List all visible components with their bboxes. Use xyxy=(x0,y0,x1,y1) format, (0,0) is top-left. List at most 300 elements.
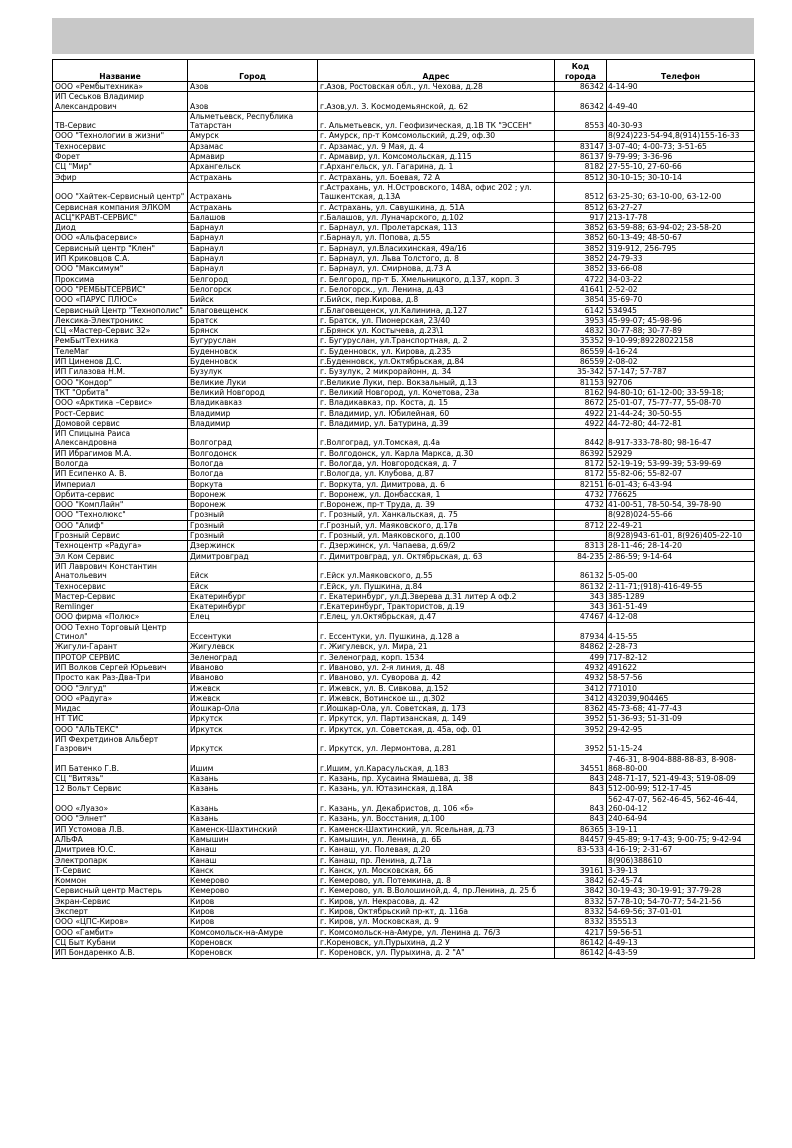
cell-name: ООО "Технологии в жизни" xyxy=(53,131,188,141)
cell-phone: 55-82-06; 55-82-07 xyxy=(607,469,755,479)
cell-phone: 9-10-99;89228022158 xyxy=(607,336,755,346)
cell-phone: 9-45-89; 9-17-43; 9-00-75; 9-42-94 xyxy=(607,834,755,844)
cell-city: Ейск xyxy=(188,561,318,581)
cell-city-code: 47467 xyxy=(555,612,607,622)
cell-address: г.Йошкар-Ола, ул. Советская, д. 173 xyxy=(318,704,555,714)
table-row xyxy=(53,642,755,652)
cell-city: Владимир xyxy=(188,418,318,428)
cell-name: ООО «ПАРУС ПЛЮС» xyxy=(53,295,188,305)
cell-address: г. Вологда, ул. Новгородская, д. 7 xyxy=(318,458,555,468)
cell-city-code: 86137 xyxy=(555,152,607,162)
cell-city: Барнаул xyxy=(188,243,318,253)
cell-phone: 29-42-95 xyxy=(607,724,755,734)
cell-city: Белгород xyxy=(188,274,318,284)
table-row xyxy=(53,937,755,947)
cell-phone: 4-43-59 xyxy=(607,948,755,958)
table-row xyxy=(53,418,755,428)
cell-name: ИП Батенко Г.В. xyxy=(53,754,188,774)
cell-phone: 45-99-07; 45-98-96 xyxy=(607,315,755,325)
cell-city: Комсомольск-на-Амуре xyxy=(188,927,318,937)
table-header-row xyxy=(53,60,755,82)
cell-city: Азов xyxy=(188,82,318,92)
cell-city-code: 8553 xyxy=(555,111,607,131)
cell-city: Вологда xyxy=(188,458,318,468)
cell-address: г. Дзержинск, ул. Чапаева, д.69/2 xyxy=(318,541,555,551)
table-row xyxy=(53,367,755,377)
cell-phone: 22-49-21 xyxy=(607,520,755,530)
cell-name: Электропарк xyxy=(53,855,188,865)
cell-city-code: 3842 xyxy=(555,886,607,896)
table-row xyxy=(53,774,755,784)
cell-phone: 52929 xyxy=(607,448,755,458)
cell-address: г.Волгоград, ул.Томская, д.4а xyxy=(318,429,555,449)
cell-city: Барнаул xyxy=(188,254,318,264)
cell-address: г. Казань, ул. Ютазинская, д.18А xyxy=(318,784,555,794)
cell-city: Иркутск xyxy=(188,735,318,755)
cell-name: Remlinger xyxy=(53,602,188,612)
cell-phone: 8-917-333-78-80; 98-16-47 xyxy=(607,429,755,449)
cell-city-code: 4922 xyxy=(555,408,607,418)
cell-city: Ижевск xyxy=(188,683,318,693)
table-row xyxy=(53,233,755,243)
cell-name: Техносервис xyxy=(53,581,188,591)
cell-name: Сервисная компания ЭЛКОМ xyxy=(53,202,188,212)
cell-city: Балашов xyxy=(188,212,318,222)
cell-city: Волгоград xyxy=(188,429,318,449)
cell-city: Воркута xyxy=(188,479,318,489)
cell-city-code: 3854 xyxy=(555,295,607,305)
cell-city-code: 86132 xyxy=(555,561,607,581)
table-row xyxy=(53,735,755,755)
cell-name: ООО «Альфасервис» xyxy=(53,233,188,243)
cell-name: Сервисный центр "Клен" xyxy=(53,243,188,253)
cell-name: Грозный Сервис xyxy=(53,531,188,541)
cell-city-code: 8332 xyxy=(555,917,607,927)
header-city-code: Код города xyxy=(555,60,607,82)
cell-address: г. Ессентуки, ул. Пушкина, д.128 а xyxy=(318,622,555,642)
table-row xyxy=(53,489,755,499)
cell-city-code: 917 xyxy=(555,212,607,222)
cell-city-code xyxy=(555,131,607,141)
cell-city: Астрахань xyxy=(188,182,318,202)
cell-address: г.Вологда, ул. Клубова, д.87 xyxy=(318,469,555,479)
cell-address: г.Елец, ул.Октябрьская, д.47 xyxy=(318,612,555,622)
cell-address: г. Киров, ул. Московская, д. 9 xyxy=(318,917,555,927)
cell-city-code: 4722 xyxy=(555,274,607,284)
cell-address: г. Буденновск, ул. Кирова, д.235 xyxy=(318,346,555,356)
cell-address: г. Барнаул, ул. Смирнова, д.73 А xyxy=(318,264,555,274)
cell-city: Каменск-Шахтинский xyxy=(188,824,318,834)
cell-address: г. Канаш, ул. Полевая, д.20 xyxy=(318,845,555,855)
table-row xyxy=(53,602,755,612)
cell-city-code: 86142 xyxy=(555,937,607,947)
table-row xyxy=(53,162,755,172)
cell-address: г.Буденновск, ул.Октябрьская, д.84 xyxy=(318,357,555,367)
cell-address: г. Иваново, ул. Суворова д. 42 xyxy=(318,673,555,683)
cell-phone: 51-36-93; 51-31-09 xyxy=(607,714,755,724)
cell-address: г. Барнаул, ул.Власихинская, 49а/16 xyxy=(318,243,555,253)
cell-name: ТелеМаг xyxy=(53,346,188,356)
table-row xyxy=(53,377,755,387)
cell-name: Форет xyxy=(53,152,188,162)
cell-city-code: 343 xyxy=(555,602,607,612)
cell-address: г. Владимир, ул. Батурина, д.39 xyxy=(318,418,555,428)
cell-city-code: 843 xyxy=(555,784,607,794)
cell-city-code: 34551 xyxy=(555,754,607,774)
table-row xyxy=(53,896,755,906)
table-row xyxy=(53,387,755,397)
cell-address: г.Ейск ул.Маяковского, д.55 xyxy=(318,561,555,581)
cell-name: Рост-Сервис xyxy=(53,408,188,418)
cell-address: г. Белогорск., ул. Ленина, д.43 xyxy=(318,284,555,294)
cell-city: Братск xyxy=(188,315,318,325)
cell-name: ООО "Элнет" xyxy=(53,814,188,824)
cell-name: ПРОТОР СЕРВИС xyxy=(53,652,188,662)
cell-phone: 4-49-40 xyxy=(607,92,755,112)
cell-phone: 717-82-12 xyxy=(607,652,755,662)
cell-name: Проксима xyxy=(53,274,188,284)
cell-phone: 63-25-30; 63-10-00, 63-12-00 xyxy=(607,182,755,202)
cell-address: г. Канаш, пр. Ленина, д.71а xyxy=(318,855,555,865)
cell-address: г. Казань, ул. Декабристов, д. 106 «б» xyxy=(318,794,555,814)
cell-address: г. Армавир, ул. Комсомольская, д.115 xyxy=(318,152,555,162)
cell-phone: 2-52-02 xyxy=(607,284,755,294)
cell-phone: 44-72-80; 44-72-81 xyxy=(607,418,755,428)
cell-address: г. Киров, ул. Некрасова, д. 42 xyxy=(318,896,555,906)
cell-city: Киров xyxy=(188,896,318,906)
cell-phone: 28-11-46; 28-14-20 xyxy=(607,541,755,551)
cell-city: Азов xyxy=(188,92,318,112)
table-row xyxy=(53,254,755,264)
cell-name: СЦ "Витязь" xyxy=(53,774,188,784)
cell-phone: 361-51-49 xyxy=(607,602,755,612)
cell-name: ИП Циненов Д.С. xyxy=(53,357,188,367)
cell-address: г. Киров, Октябрьский пр-кт, д. 116а xyxy=(318,907,555,917)
table-row xyxy=(53,223,755,233)
table-row xyxy=(53,591,755,601)
cell-address: г. Астрахань, ул. Савушкина, д. 51А xyxy=(318,202,555,212)
cell-city: Барнаул xyxy=(188,223,318,233)
cell-phone: 512-00-99; 512-17-45 xyxy=(607,784,755,794)
cell-address: г.Архангельск, ул. Гагарина, д. 1 xyxy=(318,162,555,172)
service-centers-table xyxy=(52,59,755,959)
cell-city: Казань xyxy=(188,814,318,824)
cell-phone: 562-47-07, 562-46-45, 562-46-44, 260-04-12 xyxy=(607,794,755,814)
cell-city: Иркутск xyxy=(188,724,318,734)
cell-name: ООО «Рембытехника» xyxy=(53,82,188,92)
cell-address: г. Комсомольск-на-Амуре, ул. Ленина д. 76/3 xyxy=(318,927,555,937)
table-row xyxy=(53,315,755,325)
cell-address: г.Азов, Ростовская обл., ул. Чехова, д.28 xyxy=(318,82,555,92)
cell-phone: 30-19-43; 30-19-91; 37-79-28 xyxy=(607,886,755,896)
cell-city: Воронеж xyxy=(188,489,318,499)
table-row xyxy=(53,500,755,510)
table-row xyxy=(53,212,755,222)
cell-name: Лексика-Электроникс xyxy=(53,315,188,325)
table-row xyxy=(53,172,755,182)
cell-name: Мидас xyxy=(53,704,188,714)
cell-address: г. Канск, ул. Московская, 66 xyxy=(318,865,555,875)
table-row xyxy=(53,274,755,284)
cell-name: Орбита-сервис xyxy=(53,489,188,499)
cell-address: г. Альметьевск, ул. Геофизическая, д.1В ТК "ЭССЕН" xyxy=(318,111,555,131)
cell-phone: 432039,904465 xyxy=(607,693,755,703)
cell-city: Архангельск xyxy=(188,162,318,172)
cell-name: АЛЬФА xyxy=(53,834,188,844)
table-row xyxy=(53,541,755,551)
table-row xyxy=(53,886,755,896)
cell-city-code: 843 xyxy=(555,814,607,824)
cell-city-code: 8162 xyxy=(555,387,607,397)
table-row xyxy=(53,202,755,212)
cell-name: ИП Криковцов С.А. xyxy=(53,254,188,264)
cell-city: Бузулук xyxy=(188,367,318,377)
table-row xyxy=(53,398,755,408)
table-row xyxy=(53,346,755,356)
table-row xyxy=(53,622,755,642)
cell-phone: 45-73-68; 41-77-43 xyxy=(607,704,755,714)
cell-name: Просто как Раз-Два-Три xyxy=(53,673,188,683)
cell-phone: 6-01-43; 6-43-94 xyxy=(607,479,755,489)
cell-phone: 4-49-13 xyxy=(607,937,755,947)
cell-phone: 59-56-51 xyxy=(607,927,755,937)
table-row xyxy=(53,531,755,541)
cell-city: Ишим xyxy=(188,754,318,774)
cell-address: г. Иваново, ул. 2-я линия, д. 48 xyxy=(318,662,555,672)
cell-city-code: 499 xyxy=(555,652,607,662)
cell-name: НТ ТИС xyxy=(53,714,188,724)
cell-name: ИП Волков Сергей Юрьевич xyxy=(53,662,188,672)
cell-city-code: 8512 xyxy=(555,172,607,182)
table-row xyxy=(53,82,755,92)
table-row xyxy=(53,305,755,315)
cell-city: Казань xyxy=(188,794,318,814)
cell-city: Бугуруслан xyxy=(188,336,318,346)
cell-city-code: 3952 xyxy=(555,735,607,755)
cell-city: Дзержинск xyxy=(188,541,318,551)
cell-name: Экран-Сервис xyxy=(53,896,188,906)
cell-name: Жигули-Гарант xyxy=(53,642,188,652)
table-row xyxy=(53,336,755,346)
cell-name: ООО «ЦПС-Киров» xyxy=(53,917,188,927)
cell-city: Жигулевск xyxy=(188,642,318,652)
cell-address: г. Казань, ул. Восстания, д.100 xyxy=(318,814,555,824)
table-row xyxy=(53,152,755,162)
cell-city: Брянск xyxy=(188,326,318,336)
table-row xyxy=(53,429,755,449)
cell-address: г. Жигулевск, ул. Мира, 21 xyxy=(318,642,555,652)
cell-name: ООО «Радуга» xyxy=(53,693,188,703)
cell-city-code: 843 xyxy=(555,794,607,814)
cell-city-code: 3852 xyxy=(555,233,607,243)
cell-phone: 52-19-19; 53-99-39; 53-99-69 xyxy=(607,458,755,468)
cell-name: ИП Бондаренко А.В. xyxy=(53,948,188,958)
cell-city: Кореновск xyxy=(188,937,318,947)
cell-phone: 57-147; 57-787 xyxy=(607,367,755,377)
cell-city-code: 84862 xyxy=(555,642,607,652)
cell-name: Техносервис xyxy=(53,141,188,151)
cell-city-code: 8672 xyxy=(555,398,607,408)
cell-city-code: 35352 xyxy=(555,336,607,346)
cell-phone: 355513 xyxy=(607,917,755,927)
cell-city-code: 86342 xyxy=(555,82,607,92)
cell-phone: 41-00-51, 78-50-54, 39-78-90 xyxy=(607,500,755,510)
table-row xyxy=(53,876,755,886)
cell-city-code: 343 xyxy=(555,591,607,601)
cell-city-code: 86559 xyxy=(555,346,607,356)
cell-phone: 62-45-74 xyxy=(607,876,755,886)
cell-phone: 240-64-94 xyxy=(607,814,755,824)
table-row xyxy=(53,704,755,714)
cell-city-code: 87934 xyxy=(555,622,607,642)
cell-name: ООО "Кондор" xyxy=(53,377,188,387)
cell-phone: 319-912, 256-795 xyxy=(607,243,755,253)
cell-address: г. Волгодонск, ул. Карла Маркса, д.30 xyxy=(318,448,555,458)
cell-address: г.Астрахань, ул. Н.Островского, 148А, офис 202 ; ул. Ташкентская, д.13А xyxy=(318,182,555,202)
cell-city: Грозный xyxy=(188,531,318,541)
table-row xyxy=(53,855,755,865)
cell-name: ООО "РЕМБЫТСЕРВИС" xyxy=(53,284,188,294)
cell-city: Белогорск xyxy=(188,284,318,294)
cell-city-code: 8442 xyxy=(555,429,607,449)
cell-name: ООО "КомпЛайн" xyxy=(53,500,188,510)
cell-address: г. Владикавказ, пр. Коста, д. 15 xyxy=(318,398,555,408)
cell-city: Камышин xyxy=(188,834,318,844)
cell-phone: 92706 xyxy=(607,377,755,387)
table-row xyxy=(53,295,755,305)
table-row xyxy=(53,683,755,693)
table-row xyxy=(53,693,755,703)
cell-city-code: 8313 xyxy=(555,541,607,551)
cell-phone: 30-77-88; 30-77-89 xyxy=(607,326,755,336)
cell-phone: 248-71-17, 521-49-43; 519-08-09 xyxy=(607,774,755,784)
cell-phone: 34-03-22 xyxy=(607,274,755,284)
cell-address: г. Кемерово, ул. Потемкина, д. 8 xyxy=(318,876,555,886)
cell-address: г.Воронеж, пр-т Труда, д. 39 xyxy=(318,500,555,510)
cell-city: Ейск xyxy=(188,581,318,591)
cell-city: Буденновск xyxy=(188,357,318,367)
cell-name: РемБытТехника xyxy=(53,336,188,346)
cell-address: г. Арзамас, ул. 9 Мая, д. 4 xyxy=(318,141,555,151)
cell-city: Елец xyxy=(188,612,318,622)
cell-phone: 4-16-19; 2-31-67 xyxy=(607,845,755,855)
cell-city-code: 3952 xyxy=(555,714,607,724)
cell-address: г. Белгород, пр-т Б. Хмельницкого, д.137, корп. 3 xyxy=(318,274,555,284)
header-phone: Телефон xyxy=(607,60,755,82)
cell-city: Благовещенск xyxy=(188,305,318,315)
cell-city: Великие Луки xyxy=(188,377,318,387)
cell-city-code: 86365 xyxy=(555,824,607,834)
table-row xyxy=(53,92,755,112)
cell-city-code: 8512 xyxy=(555,182,607,202)
cell-name: Эфир xyxy=(53,172,188,182)
table-row xyxy=(53,510,755,520)
cell-city: Канаш xyxy=(188,845,318,855)
cell-city-code: 84-235 xyxy=(555,551,607,561)
cell-phone: 3-19-11 xyxy=(607,824,755,834)
cell-name: СЦ "Мир" xyxy=(53,162,188,172)
cell-name: ООО фирма «Полюс» xyxy=(53,612,188,622)
cell-city-code: 35-342 xyxy=(555,367,607,377)
cell-address: г. Иркутск, ул. Партизанская, д. 149 xyxy=(318,714,555,724)
cell-name: СЦ Быт Кубани xyxy=(53,937,188,947)
table-row xyxy=(53,784,755,794)
cell-name: ИП Устомова Л.В. xyxy=(53,824,188,834)
cell-address: г.Барнаул, ул. Попова, д.55 xyxy=(318,233,555,243)
cell-address: г. Кемерово, ул. В.Волошиной,д. 4, пр.Ленина, д. 25 б xyxy=(318,886,555,896)
cell-name: ООО «Гамбит» xyxy=(53,927,188,937)
cell-city: Грозный xyxy=(188,510,318,520)
table-row xyxy=(53,561,755,581)
cell-name: ООО «Луазо» xyxy=(53,794,188,814)
cell-phone: 8(924)223-54-94,8(914)155-16-33 xyxy=(607,131,755,141)
cell-city: Димитровград xyxy=(188,551,318,561)
cell-phone: 2-28-73 xyxy=(607,642,755,652)
cell-city-code: 86342 xyxy=(555,92,607,112)
cell-city-code: 3852 xyxy=(555,223,607,233)
cell-phone: 4-16-24 xyxy=(607,346,755,356)
cell-phone: 35-69-70 xyxy=(607,295,755,305)
cell-city: Ижевск xyxy=(188,693,318,703)
table-row xyxy=(53,824,755,834)
cell-phone: 5-05-00 xyxy=(607,561,755,581)
cell-address: г.Екатеринбург, Трактористов, д.19 xyxy=(318,602,555,612)
cell-address: г. Братск, ул. Пионерская, 23/40 xyxy=(318,315,555,325)
cell-city: Владикавказ xyxy=(188,398,318,408)
table-body xyxy=(53,82,755,959)
cell-city: Киров xyxy=(188,907,318,917)
cell-name: ООО "Хайтек-Сервисный центр" xyxy=(53,182,188,202)
cell-name: ООО "Технолюкс" xyxy=(53,510,188,520)
cell-city-code: 83147 xyxy=(555,141,607,151)
cell-city: Астрахань xyxy=(188,172,318,182)
cell-city-code: 4217 xyxy=(555,927,607,937)
cell-address: г. Каменск-Шахтинский, ул. Ясельная, д.73 xyxy=(318,824,555,834)
header-city: Город xyxy=(188,60,318,82)
cell-address: г.Азов,ул. З. Космодемьянской, д. 62 xyxy=(318,92,555,112)
cell-address: г. Великий Новгород, ул. Кочетова, 23а xyxy=(318,387,555,397)
cell-phone: 63-27-27 xyxy=(607,202,755,212)
table-row xyxy=(53,845,755,855)
cell-address: г. Камышин, ул. Ленина, д. 6Б xyxy=(318,834,555,844)
cell-address: г. Ижевск, ул. В. Сивкова, д.152 xyxy=(318,683,555,693)
cell-city-code: 8362 xyxy=(555,704,607,714)
cell-phone: 213-17-78 xyxy=(607,212,755,222)
table-row xyxy=(53,458,755,468)
cell-city-code xyxy=(555,855,607,865)
cell-name: ИП Сеськов Владимир Александрович xyxy=(53,92,188,112)
cell-city-code: 4832 xyxy=(555,326,607,336)
cell-city: Арзамас xyxy=(188,141,318,151)
cell-city-code: 4732 xyxy=(555,489,607,499)
cell-city: Иваново xyxy=(188,662,318,672)
cell-phone: 4-14-90 xyxy=(607,82,755,92)
cell-city-code: 84457 xyxy=(555,834,607,844)
cell-city-code: 81153 xyxy=(555,377,607,387)
cell-phone: 8(928)943-61-01, 8(926)405-22-10 xyxy=(607,531,755,541)
cell-city: Бийск xyxy=(188,295,318,305)
table-row xyxy=(53,814,755,824)
cell-city: Барнаул xyxy=(188,264,318,274)
cell-city: Кореновск xyxy=(188,948,318,958)
cell-address: г. Астрахань, ул. Боевая, 72 А xyxy=(318,172,555,182)
cell-name: ООО «Арктика –Сервис» xyxy=(53,398,188,408)
cell-city: Канск xyxy=(188,865,318,875)
cell-phone: 25-01-07, 75-77-77, 55-08-70 xyxy=(607,398,755,408)
cell-city-code xyxy=(555,531,607,541)
table-row xyxy=(53,141,755,151)
cell-city: Великий Новгород xyxy=(188,387,318,397)
